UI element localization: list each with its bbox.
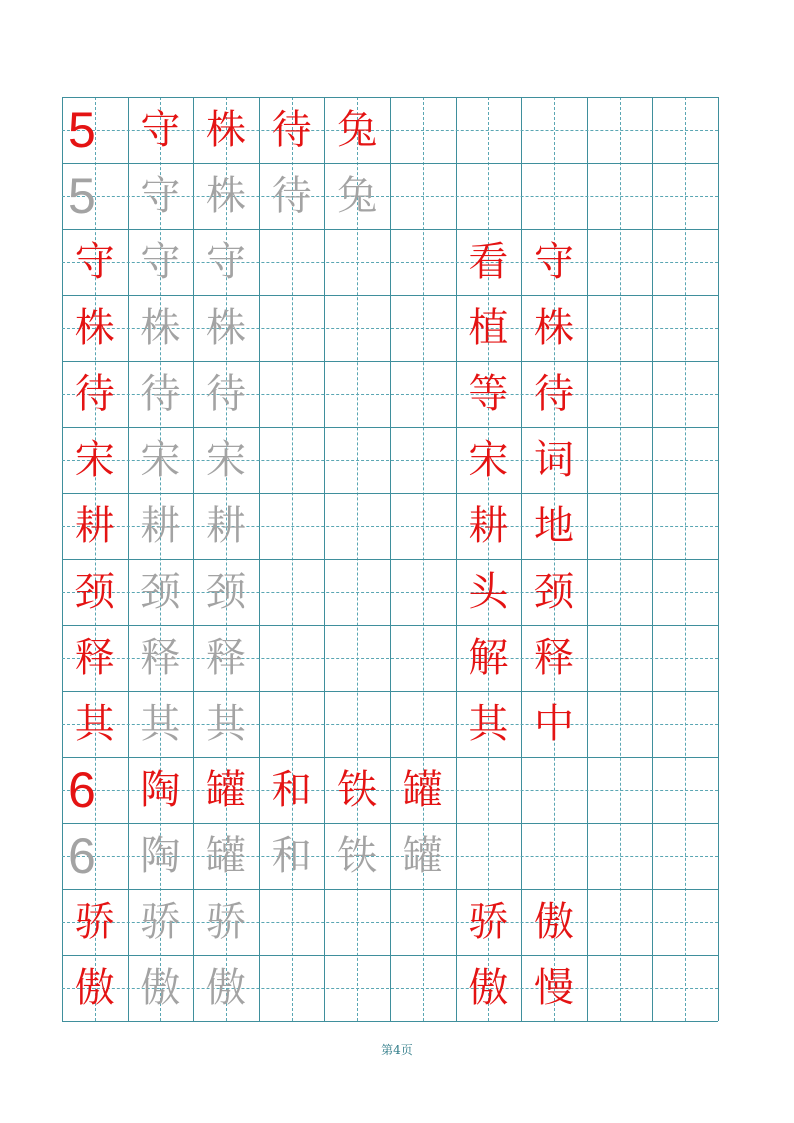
trace-character: 耕 (205, 503, 246, 549)
trace-character: 守 (140, 173, 181, 219)
model-character: 等 (468, 371, 509, 417)
model-character: 颈 (533, 569, 574, 615)
model-character: 和 (271, 767, 312, 813)
model-character: 其 (74, 701, 115, 747)
model-character: 罐 (402, 767, 443, 813)
model-character: 骄 (74, 899, 115, 945)
trace-character: 铁 (337, 833, 378, 879)
lesson-number: 5 (68, 102, 96, 158)
model-character: 守 (74, 239, 115, 285)
model-character: 铁 (337, 767, 378, 813)
trace-character: 傲 (205, 965, 246, 1011)
trace-character: 宋 (140, 437, 181, 483)
lesson-number: 6 (68, 762, 96, 818)
model-character: 看 (468, 239, 509, 285)
model-character: 罐 (205, 767, 246, 813)
model-character: 头 (468, 569, 509, 615)
writing-grid (62, 97, 718, 1021)
model-character: 植 (468, 305, 509, 351)
model-character: 兔 (337, 107, 378, 153)
model-character: 地 (533, 503, 574, 549)
grid-column-guide (685, 97, 686, 1021)
model-character: 株 (533, 305, 574, 351)
model-character: 耕 (74, 503, 115, 549)
model-character: 陶 (140, 767, 181, 813)
trace-character: 兔 (337, 173, 378, 219)
trace-character: 株 (205, 173, 246, 219)
grid-column-line (587, 97, 588, 1021)
trace-character: 其 (205, 701, 246, 747)
model-character: 其 (468, 701, 509, 747)
trace-character: 守 (205, 239, 246, 285)
trace-character: 耕 (140, 503, 181, 549)
trace-character: 宋 (205, 437, 246, 483)
trace-character: 释 (140, 635, 181, 681)
page-number: 第4页 (381, 1043, 413, 1057)
trace-character: 骄 (205, 899, 246, 945)
trace-character: 傲 (140, 965, 181, 1011)
trace-character: 释 (205, 635, 246, 681)
model-character: 骄 (468, 899, 509, 945)
grid-row-line (62, 1021, 718, 1022)
model-character: 待 (533, 371, 574, 417)
trace-character: 罐 (402, 833, 443, 879)
trace-character: 株 (205, 305, 246, 351)
model-character: 释 (533, 635, 574, 681)
model-character: 慢 (533, 965, 574, 1011)
trace-character: 罐 (205, 833, 246, 879)
grid-column-line (652, 97, 653, 1021)
trace-character: 待 (205, 371, 246, 417)
trace-character: 守 (140, 239, 181, 285)
trace-character: 待 (140, 371, 181, 417)
model-character: 宋 (74, 437, 115, 483)
trace-character: 待 (271, 173, 312, 219)
grid-column-line (718, 97, 719, 1021)
model-character: 颈 (74, 569, 115, 615)
model-character: 待 (74, 371, 115, 417)
model-character: 待 (271, 107, 312, 153)
model-character: 耕 (468, 503, 509, 549)
model-character: 守 (533, 239, 574, 285)
trace-character: 其 (140, 701, 181, 747)
grid-column-guide (620, 97, 621, 1021)
model-character: 傲 (468, 965, 509, 1011)
trace-character: 颈 (205, 569, 246, 615)
lesson-number: 5 (68, 168, 96, 224)
trace-character: 骄 (140, 899, 181, 945)
model-character: 傲 (74, 965, 115, 1011)
model-character: 宋 (468, 437, 509, 483)
trace-character: 和 (271, 833, 312, 879)
lesson-number: 6 (68, 828, 96, 884)
model-character: 守 (140, 107, 181, 153)
model-character: 中 (533, 701, 574, 747)
trace-character: 株 (140, 305, 181, 351)
model-character: 释 (74, 635, 115, 681)
model-character: 词 (533, 437, 574, 483)
model-character: 傲 (533, 899, 574, 945)
trace-character: 颈 (140, 569, 181, 615)
trace-character: 陶 (140, 833, 181, 879)
model-character: 株 (74, 305, 115, 351)
model-character: 株 (205, 107, 246, 153)
model-character: 解 (468, 635, 509, 681)
